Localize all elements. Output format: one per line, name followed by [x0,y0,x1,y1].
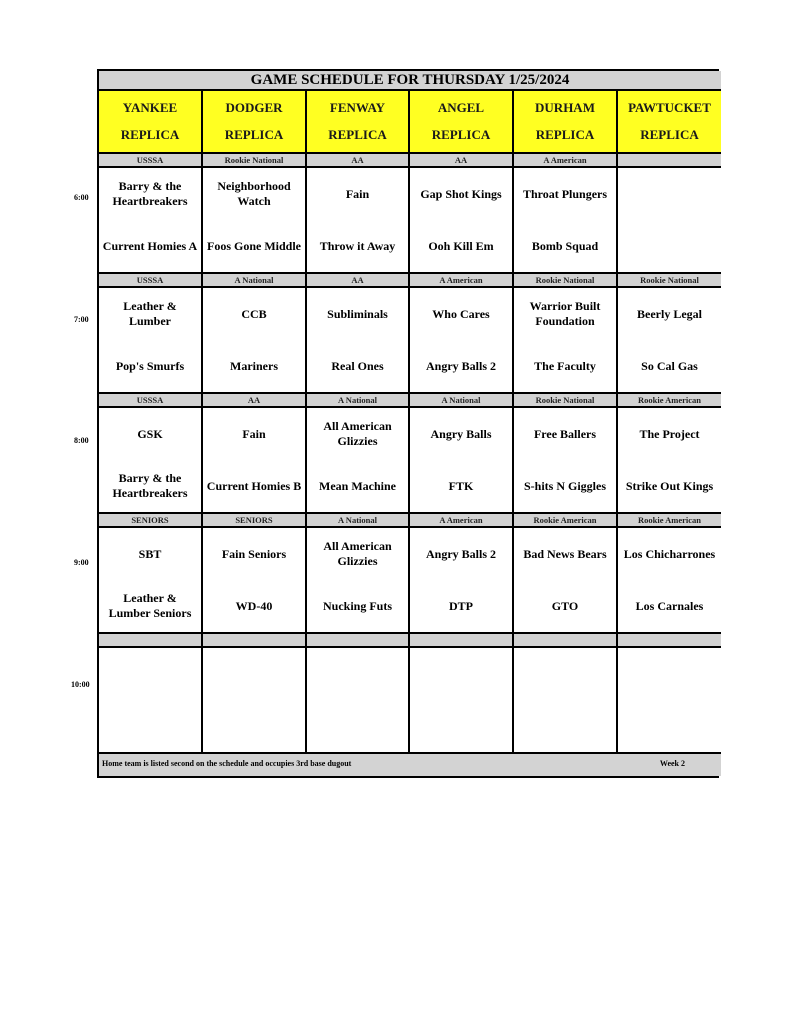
time-label: 9:00 [74,558,89,567]
game-cell [307,288,410,394]
division-label: Rookie National [514,394,618,408]
home-team [307,700,408,752]
away-team: Neighborhood Watch [217,179,291,208]
away-team: All American Glizzies [323,539,392,568]
venue-header-durham [514,91,618,154]
division-label [618,634,721,648]
venue-name: YANKEE [122,100,178,116]
division-label: USSSA [99,154,203,168]
game-cell [307,168,410,274]
division-label: SENIORS [203,514,307,528]
division-label: SENIORS [99,514,203,528]
time-label: 10:00 [71,680,90,689]
game-cell [514,528,618,634]
division-label: Rookie American [618,514,721,528]
game-cell [99,288,203,394]
home-team: So Cal Gas [641,358,698,373]
home-team: Bomb Squad [531,238,599,253]
division-label [514,634,618,648]
game-cell [203,408,307,514]
division-label: USSSA [99,274,203,288]
home-team-note: Home team is listed second on the schedule and occupies 3rd base dugout [102,759,352,768]
venue-name: FENWAY [329,100,386,116]
game-cell [618,528,721,634]
game-cell [307,408,410,514]
week-label: Week 2 [659,759,685,768]
away-team: SBT [138,546,162,561]
away-team: Fain [242,426,266,441]
division-label: A American [410,274,514,288]
home-team: FTK [448,478,474,493]
away-team: Fain Seniors [221,546,287,561]
away-team [618,168,721,220]
away-team: Free Ballers [533,426,597,441]
home-team: Nucking Futs [322,598,393,613]
away-team: Barry & the Heartbreakers [112,179,188,208]
away-team [410,648,512,700]
division-label [618,154,721,168]
game-cell [514,288,618,394]
venue-header-fenway [307,91,410,154]
game-cell [99,528,203,634]
away-team: Bad News Bears [523,546,607,561]
game-cell [618,288,721,394]
home-team: Mean Machine [319,478,396,493]
venue-header-dodger [203,91,307,154]
home-team [410,700,512,752]
game-cell [410,528,514,634]
division-label [410,634,514,648]
away-team: Who Cares [432,306,490,321]
home-team: Barry & the Heartbreakers [112,471,188,500]
game-cell [618,648,721,754]
home-team: Ooh Kill Em [428,238,494,253]
venue-name: ANGEL [437,100,485,116]
away-team: Warrior Built Foundation [529,299,601,328]
away-team: Angry Balls 2 [425,546,496,561]
game-cell [410,408,514,514]
division-label [203,634,307,648]
game-cell [618,408,721,514]
away-team: Beerly Legal [637,306,702,321]
time-label: 8:00 [74,436,89,445]
time-label: 6:00 [74,193,89,202]
venue-header-pawtucket [618,91,721,154]
division-label: AA [307,154,410,168]
venue-subtitle: REPLICA [120,126,180,142]
division-label: AA [410,154,514,168]
game-cell [307,528,410,634]
venue-subtitle: REPLICA [640,126,699,142]
away-team [514,648,616,700]
home-team [514,700,616,752]
home-team [99,700,201,752]
home-team: Throw it Away [319,238,396,253]
away-team [307,648,408,700]
game-cell [99,408,203,514]
game-cell [203,288,307,394]
away-team: Gap Shot Kings [420,186,502,201]
venue-subtitle: REPLICA [328,126,387,142]
game-cell [514,648,618,754]
venue-name: DURHAM [535,100,595,116]
home-team [618,220,721,272]
division-label: Rookie National [203,154,307,168]
division-label: Rookie American [618,394,721,408]
away-team: Subliminals [327,306,388,321]
away-team: Fain [345,186,370,201]
away-team: Los Chicharrones [623,546,716,561]
home-team: Pop's Smurfs [115,358,185,373]
game-cell [514,168,618,274]
home-team: Mariners [230,358,278,373]
venue-subtitle: REPLICA [431,126,491,142]
away-team [99,648,201,700]
home-team: GTO [551,598,579,613]
division-label [99,634,203,648]
division-label: A National [307,394,410,408]
home-team: DTP [449,598,473,613]
away-team: Throat Plungers [522,186,608,201]
game-cell [203,528,307,634]
game-cell [410,288,514,394]
game-cell [410,168,514,274]
division-label: Rookie National [618,274,721,288]
home-team: Angry Balls 2 [425,358,496,373]
home-team: Leather & Lumber Seniors [108,591,192,620]
schedule-table [97,69,719,778]
home-team [203,700,305,752]
venue-name: DODGER [225,100,283,116]
game-cell [307,648,410,754]
division-label: A National [307,514,410,528]
home-team: Real Ones [331,358,384,373]
venue-header-yankee [99,91,203,154]
division-label: A National [203,274,307,288]
division-label: A American [410,514,514,528]
away-team: All American Glizzies [323,419,392,448]
division-label [307,634,410,648]
game-cell [410,648,514,754]
division-label: USSSA [99,394,203,408]
division-label: A National [410,394,514,408]
schedule-title: GAME SCHEDULE FOR THURSDAY 1/25/2024 [99,71,721,91]
away-team [618,648,721,700]
venue-subtitle: REPLICA [224,126,284,142]
time-label: 7:00 [74,315,89,324]
home-team: Los Carnales [635,598,704,613]
venue-header-angel [410,91,514,154]
game-cell [618,168,721,274]
home-team: S-hits N Giggles [523,478,606,493]
away-team: Leather & Lumber [123,299,177,328]
division-label: Rookie National [514,274,618,288]
game-cell [203,648,307,754]
away-team: Angry Balls [430,426,492,441]
away-team: The Project [639,426,700,441]
home-team [618,700,721,752]
division-label: Rookie American [514,514,618,528]
home-team: The Faculty [534,358,596,373]
home-team: Foos Gone Middle [206,238,301,253]
game-cell [514,408,618,514]
away-team [203,648,305,700]
home-team: Strike Out Kings [625,478,714,493]
venue-name: PAWTUCKET [628,100,711,116]
home-team: Current Homies A [102,238,198,253]
venue-subtitle: REPLICA [535,126,595,142]
home-team: Current Homies B [206,478,302,493]
game-cell [203,168,307,274]
division-label: AA [307,274,410,288]
schedule-footer [99,754,721,776]
game-cell [99,648,203,754]
division-label: A American [514,154,618,168]
division-label: AA [203,394,307,408]
home-team: WD-40 [235,598,273,613]
game-cell [99,168,203,274]
away-team: GSK [137,426,163,441]
away-team: CCB [241,306,267,321]
